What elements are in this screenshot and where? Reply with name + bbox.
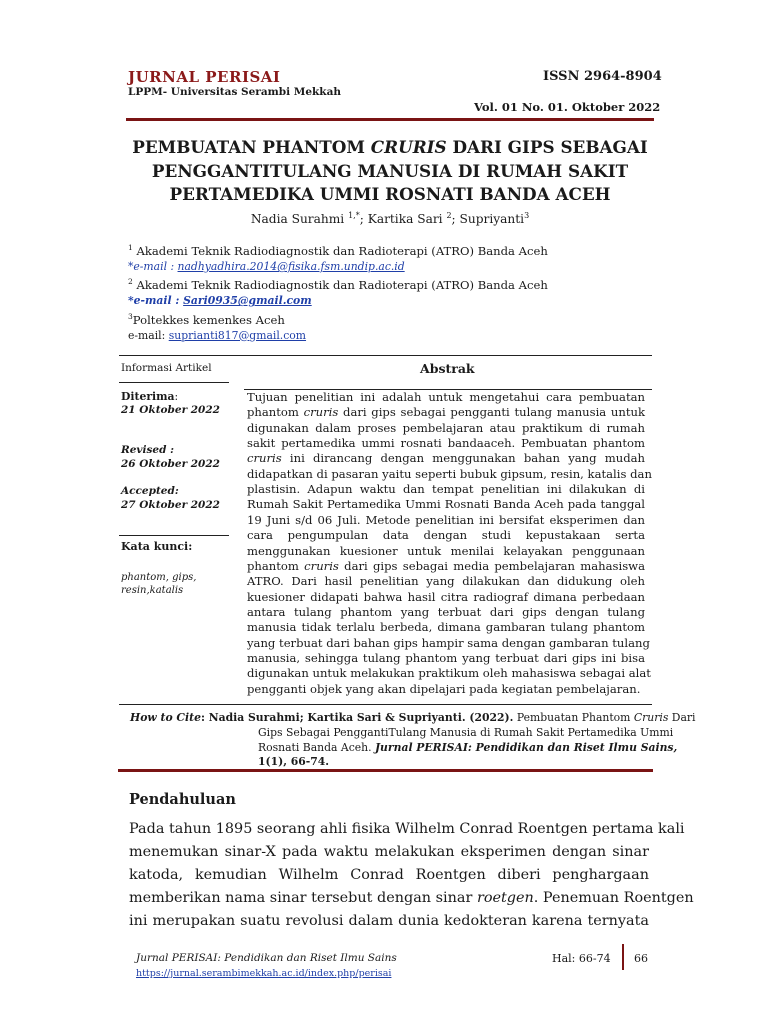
intro-line: Pada tahun 1895 seorang ahli fisika Wilhelm Conrad Roentgen pertama kali: [129, 821, 685, 837]
title-line-1: PEMBUATAN PHANTOM CRURIS DARI GIPS SEBAGAI: [132, 137, 648, 157]
abstract-heading: Abstrak: [420, 361, 475, 376]
institution-name: LPPM- Universitas Serambi Mekkah: [128, 86, 342, 98]
affiliation-1: $^1$ Akademi Teknik Radiodiagnostik dan Radioterapi (ATRO) Banda Aceh: [128, 243, 548, 258]
abstract-line: cruris ini dirancang dengan menggunakan bahan yang mudah: [247, 451, 645, 466]
abstract-line: 19 Juni s/d 06 Juli. Metode penelitian ini bersifat eksperimen dan: [247, 512, 645, 527]
affiliation-1-email: *e-mail : nadhyadhira.2014@fisika.fsm.undip.ac.id: [128, 260, 405, 274]
abstract-line: Tujuan penelitian ini adalah untuk mengetahui cara pembuatan: [247, 390, 645, 404]
abstract-line: digunakan dalam proses pembelajaran atau praktikum di rumah: [247, 420, 645, 435]
intro-line: ini merupakan suatu revolusi dalam dunia kedokteran karena ternyata: [129, 913, 649, 929]
abstract-line: didapatkan di pasaran yaitu seperti bubuk gipsum, resin, katalis dan: [247, 466, 652, 481]
intro-line: katoda, kemudian Wilhelm Conrad Roentgen diberi penghargaan: [129, 867, 649, 883]
revised-label: Revised :: [121, 444, 174, 456]
article-info-heading: Informasi Artikel: [121, 362, 212, 374]
abstract-line: sakit pertamedika ummi rosnati bandaaceh. Pembuatan phantom: [247, 436, 645, 451]
accepted-date: 27 Oktober 2022: [121, 499, 220, 511]
affiliation-2: $^2$ Akademi Teknik Radiodiagnostik dan Radioterapi (ATRO) Banda Aceh: [128, 277, 548, 293]
abstract-line: phantom cruris dari gips sebagai media pembelajaran mahasiswa: [247, 558, 645, 573]
abstract-line: ATRO. Dari hasil penelitian yang dilakukan dan didukung oleh: [247, 574, 645, 589]
cite-line-2: Gips Sebagai PenggantiTulang Manusia di Rumah Sakit Pertamedika Ummi: [258, 726, 674, 739]
keywords-line-2: resin,katalis: [121, 585, 184, 596]
abstract-line: manusia, sehingga tulang phantom yang terbuat dari gips ini bisa: [247, 650, 645, 665]
page-number: 66: [634, 952, 648, 965]
cite-bottom-rule: [118, 769, 653, 772]
abstract-line: pengganti objek yang akan dipelajari pada kegiatan pembelajaran.: [247, 681, 641, 696]
received-date: 21 Oktober 2022: [121, 404, 220, 416]
abstract-line: kuesioner didapati bahwa hasil citra radiograf dimana perbedaan: [247, 589, 645, 604]
abstract-line: plastisin. Adapun waktu dan tempat penelitian ini dilakukan di: [247, 482, 645, 497]
abstract-line: digunakan untuk melakukan praktikum oleh mahasiswa sebagai alat: [247, 666, 651, 681]
cite-line-4: 1(1), 66-74.: [258, 755, 330, 768]
email-link-1[interactable]: nadhyadhira.2014@fisika.fsm.undip.ac.id: [177, 260, 405, 274]
intro-heading: Pendahuluan: [129, 791, 236, 808]
revised-date: 26 Oktober 2022: [121, 458, 220, 470]
title-line-3: PERTAMEDIKA UMMI ROSNATI BANDA ACEH: [169, 184, 611, 204]
email-link-3[interactable]: suprianti817@gmail.com: [168, 328, 307, 342]
keywords-rule: [119, 535, 229, 536]
affiliation-3-email: e-mail: suprianti817@gmail.com: [128, 328, 307, 342]
abstract-line: phantom cruris dari gips sebagai pengganti tulang manusia untuk: [247, 405, 645, 420]
issn: ISSN 2964-8904: [543, 69, 662, 84]
affiliation-3: $^3$Poltekkes kemenkes Aceh: [128, 311, 285, 327]
header-rule: [126, 118, 654, 121]
info-divider: [119, 382, 229, 383]
intro-line: memberikan nama sinar tersebut dengan sinar roetgen. Penemuan Roentgen: [129, 890, 694, 906]
abstract-line: Rumah Sakit Pertamedika Ummi Rosnati Banda Aceh pada tanggal: [247, 497, 645, 512]
keywords-line-1: phantom, gips,: [121, 572, 197, 583]
footer-url-link[interactable]: https://jurnal.serambimekkah.ac.id/index.php/perisai: [136, 968, 392, 979]
article-title: [120, 136, 660, 207]
accepted-label: Accepted:: [121, 485, 179, 497]
info-top-rule: [119, 355, 652, 356]
abstract-line: yang terbuat dari bahan gips hampir sama dengan gambaran tulang: [247, 635, 650, 650]
abstract-bottom-rule: [119, 704, 652, 705]
footer-pages: Hal: 66-74: [552, 952, 611, 965]
email-link-2[interactable]: Sari0935@gmail.com: [183, 294, 312, 308]
volume-info: Vol. 01 No. 01. Oktober 2022: [474, 100, 661, 114]
abstract-line: manusia tidak terlalu berbeda, dimana gambaran tulang phantom: [247, 620, 645, 635]
abstract-line: cara pengumpulan data dengan studi kepustakaan serta: [247, 528, 645, 543]
abstract-line: menggunakan kuesioner untuk menilai kelayakan penggunaan: [247, 543, 645, 558]
footer-divider: [622, 944, 624, 970]
cite-line-3: Rosnati Banda Aceh. Jurnal PERISAI: Pendidikan dan Riset Ilmu Sains,: [258, 741, 678, 754]
cite-line-1: How to Cite: Nadia Surahmi; Kartika Sari & Supriyanti. (2022). Pembuatan Phantom Cruris Dari: [130, 711, 696, 724]
abstract-line: antara tulang phantom yang terbuat dari gips dengan tulang: [247, 604, 645, 619]
author-list: Nadia Surahmi $^{1,*}$; Kartika Sari $^2$; Supriyanti$^3$: [250, 211, 530, 227]
intro-line: menemukan sinar-X pada waktu melakukan eksperimen dengan sinar: [129, 844, 649, 860]
footer-journal-name: Jurnal PERISAI: Pendidikan dan Riset Ilmu Sains: [136, 952, 397, 964]
affiliations: [128, 240, 548, 343]
affiliation-2-email: *e-mail : Sari0935@gmail.com: [128, 294, 312, 308]
keywords-heading: Kata kunci:: [121, 540, 193, 553]
journal-name: JURNAL PERISAI: [128, 68, 281, 86]
title-line-2: PENGGANTITULANG MANUSIA DI RUMAH SAKIT: [151, 160, 629, 181]
received-label: Diterima:: [121, 390, 179, 403]
